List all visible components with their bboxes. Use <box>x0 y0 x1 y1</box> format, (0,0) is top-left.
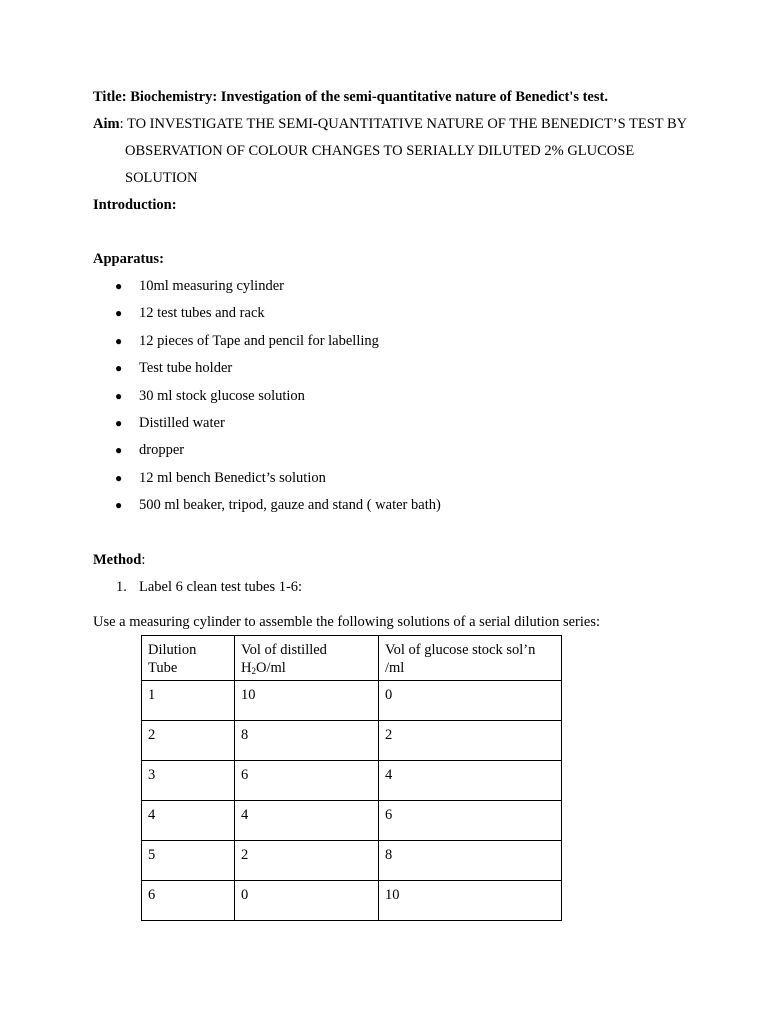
table-cell: 2 <box>142 721 235 761</box>
dilution-table <box>141 635 562 921</box>
list-item: ● 500 ml beaker, tripod, gauze and stand ( water bath) <box>93 492 693 519</box>
header-vol-glucose-stock: Vol of glucose stock sol’n /ml <box>379 636 562 681</box>
method-heading-suffix: : <box>141 551 146 568</box>
bullet-icon: ● <box>115 415 123 430</box>
bullet-icon: ● <box>115 498 123 513</box>
table-cell: 4 <box>142 801 235 841</box>
bullet-icon: ● <box>115 333 123 348</box>
bullet-icon: ● <box>115 388 123 403</box>
title-text: Biochemistry: Investigation of the semi-quantitative nature of Benedict's test. <box>130 89 608 105</box>
aim-label: Aim <box>93 116 120 132</box>
table-cell: 2 <box>379 721 562 761</box>
method-heading-line <box>93 547 693 574</box>
table-cell: 0 <box>379 681 562 721</box>
table-row <box>142 801 562 841</box>
list-item: ● 12 pieces of Tape and pencil for labelling <box>93 328 693 355</box>
method-heading: Method <box>93 551 142 568</box>
method-instruction: Use a measuring cylinder to assemble the following solutions of a serial dilution series: <box>93 613 600 630</box>
list-item: ● 12 ml bench Benedict’s solution <box>93 465 693 492</box>
aim-line-3: SOLUTION <box>125 170 198 186</box>
list-item: ● dropper <box>93 437 693 464</box>
bullet-icon: ● <box>115 443 123 458</box>
bullet-icon: ● <box>115 361 123 376</box>
table-cell: 5 <box>142 841 235 881</box>
table-cell: 0 <box>235 881 379 921</box>
table-cell: 6 <box>379 801 562 841</box>
table-cell: 10 <box>379 881 562 921</box>
method-step-1 <box>93 574 693 601</box>
table-cell: 4 <box>235 801 379 841</box>
table-cell: 8 <box>235 721 379 761</box>
table-cell: 10 <box>235 681 379 721</box>
table-cell: 4 <box>379 761 562 801</box>
apparatus-heading: Apparatus: <box>93 251 164 267</box>
header-dilution-tube: Dilution Tube <box>142 636 235 681</box>
title-label: Title: <box>93 89 127 105</box>
table-row <box>142 681 562 721</box>
table-row <box>142 761 562 801</box>
table-cell: 2 <box>235 841 379 881</box>
list-item: ● Distilled water <box>93 410 693 437</box>
table-cell: 1 <box>142 681 235 721</box>
table-cell: 3 <box>142 761 235 801</box>
step-number: 1. <box>116 578 127 595</box>
introduction-blank <box>93 219 693 246</box>
header-vol-distilled-water: Vol of distilled $H_2O/ml$ <box>235 636 379 681</box>
table-row <box>142 881 562 921</box>
table-row <box>142 721 562 761</box>
apparatus-blank <box>93 520 693 547</box>
list-item: ● 10ml measuring cylinder <box>93 273 693 300</box>
apparatus-list <box>93 273 693 520</box>
table-cell: 8 <box>379 841 562 881</box>
list-item: ● 12 test tubes and rack <box>93 300 693 327</box>
list-item: ● 30 ml stock glucose solution <box>93 383 693 410</box>
bullet-icon: ● <box>115 306 123 321</box>
document-page <box>93 84 693 903</box>
step-text: Label 6 clean test tubes 1-6: <box>139 578 303 595</box>
title-line <box>93 84 693 111</box>
aim-line-1 <box>93 111 693 138</box>
introduction-heading: Introduction: <box>93 197 177 213</box>
table-header-row <box>142 636 562 681</box>
bullet-icon: ● <box>115 470 123 485</box>
table-cell: 6 <box>142 881 235 921</box>
list-item: ● Test tube holder <box>93 355 693 382</box>
aim-line-2: OBSERVATION OF COLOUR CHANGES TO SERIALLY DILUTED 2% GLUCOSE <box>125 143 635 159</box>
aim-text-1: : TO INVESTIGATE THE SEMI-QUANTITATIVE NATURE OF THE BENEDICT’S TEST BY <box>119 116 688 132</box>
table-row <box>142 841 562 881</box>
table-cell: 6 <box>235 761 379 801</box>
bullet-icon: ● <box>115 279 123 293</box>
